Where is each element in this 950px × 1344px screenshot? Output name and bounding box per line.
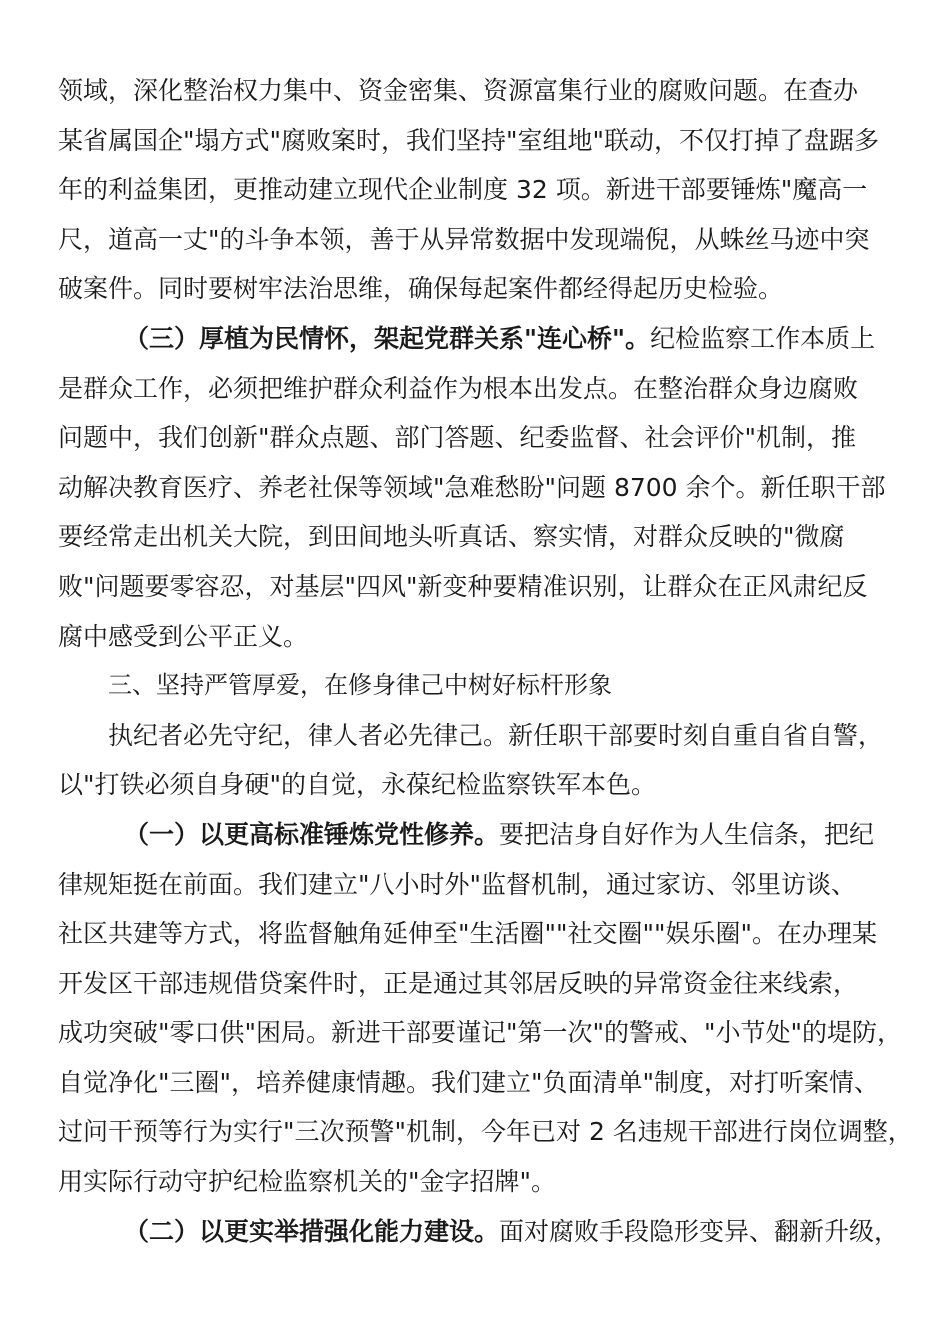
paragraph-party-spirit bbox=[58, 810, 913, 1207]
paragraph-serve-the-people bbox=[58, 314, 910, 661]
text-line: 年的利益集团，更推动建立现代企业制度 32 项。新进干部要锤炼"魔高一 bbox=[58, 175, 868, 205]
document-page bbox=[58, 66, 913, 1256]
text-line: 破案件。同时要树牢法治思维，确保每起案件都经得起历史检验。 bbox=[58, 274, 784, 304]
text-line bbox=[58, 1207, 910, 1257]
text-line: 社区共建等方式，将监督触角延伸至"生活圈""社交圈""娱乐圈"。在办理某 bbox=[58, 919, 877, 949]
text-run: 纪检监察工作本质上 bbox=[650, 323, 876, 353]
text-line: 律规矩挺在前面。我们建立"八小时外"监督机制，通过家访、邻里访谈、 bbox=[58, 869, 857, 899]
text-line: 是群众工作，必须把维护群众利益作为根本出发点。在整治群众身边腐败 bbox=[58, 373, 859, 403]
text-line: 自觉净化"三圈"，培养健康情趣。我们建立"负面清单"制度，对打听案情、 bbox=[58, 1067, 879, 1097]
subheading-bold: （二）以更实举措强化能力建设。 bbox=[124, 1216, 500, 1246]
text-line: 某省属国企"塌方式"腐败案时，我们坚持"室组地"联动，不仅打掉了盘踞多 bbox=[58, 125, 879, 155]
text-line: 执纪者必先守纪，律人者必先律己。新任职干部要时刻自重自省自警， bbox=[108, 720, 884, 750]
text-line: 成功突破"零口供"困局。新进干部要谨记"第一次"的警戒、"小节处"的堤防， bbox=[58, 1018, 902, 1048]
text-line: 败"问题要零容忍，对基层"四风"新变种要精准识别，让群众在正风肃纪反 bbox=[58, 571, 868, 601]
text-line bbox=[58, 810, 910, 860]
text-line: 问题中，我们创新"群众点题、部门答题、纪委监督、社会评价"机制，推 bbox=[58, 423, 857, 453]
text-run: 面对腐败手段隐形变异、翻新升级， bbox=[499, 1216, 900, 1246]
paragraph-capability-building bbox=[58, 1207, 910, 1257]
text-line: 以"打铁必须自身硬"的自觉，永葆纪检监察铁军本色。 bbox=[58, 770, 657, 800]
subheading-bold: （一）以更高标准锤炼党性修养。 bbox=[124, 819, 500, 849]
text-line: 腐中感受到公平正义。 bbox=[58, 621, 309, 651]
paragraph-self-discipline bbox=[58, 711, 910, 810]
text-run: 要把洁身自好作为人生信条，把纪 bbox=[499, 819, 875, 849]
text-line: 开发区干部违规借贷案件时，正是通过其邻居反映的异常资金往来线索， bbox=[58, 968, 859, 998]
section-heading-three bbox=[58, 661, 910, 711]
text-line: 领域，深化整治权力集中、资金密集、资源富集行业的腐败问题。在查办 bbox=[58, 76, 859, 105]
paragraph-enforcement-cases bbox=[58, 66, 910, 314]
section-heading: 三、坚持严管厚爱，在修身律己中树好标杆形象 bbox=[108, 671, 612, 700]
text-line bbox=[58, 314, 910, 364]
text-line: 尺，道高一丈"的斗争本领，善于从异常数据中发现端倪，从蛛丝马迹中突 bbox=[58, 224, 870, 254]
subheading-bold: （三）厚植为民情怀，架起党群关系"连心桥"。 bbox=[124, 323, 651, 353]
text-line: 过问干预等行为实行"三次预警"机制，今年已对 2 名违规干部进行岗位调整， bbox=[58, 1117, 913, 1147]
text-line: 用实际行动守护纪检监察机关的"金字招牌"。 bbox=[58, 1167, 556, 1197]
text-line: 要经常走出机关大院，到田间地头听真话、察实情，对群众反映的"微腐 bbox=[58, 522, 845, 552]
text-line: 动解决教育医疗、养老社保等领域"急难愁盼"问题 8700 余个。新任职干部 bbox=[58, 472, 886, 502]
